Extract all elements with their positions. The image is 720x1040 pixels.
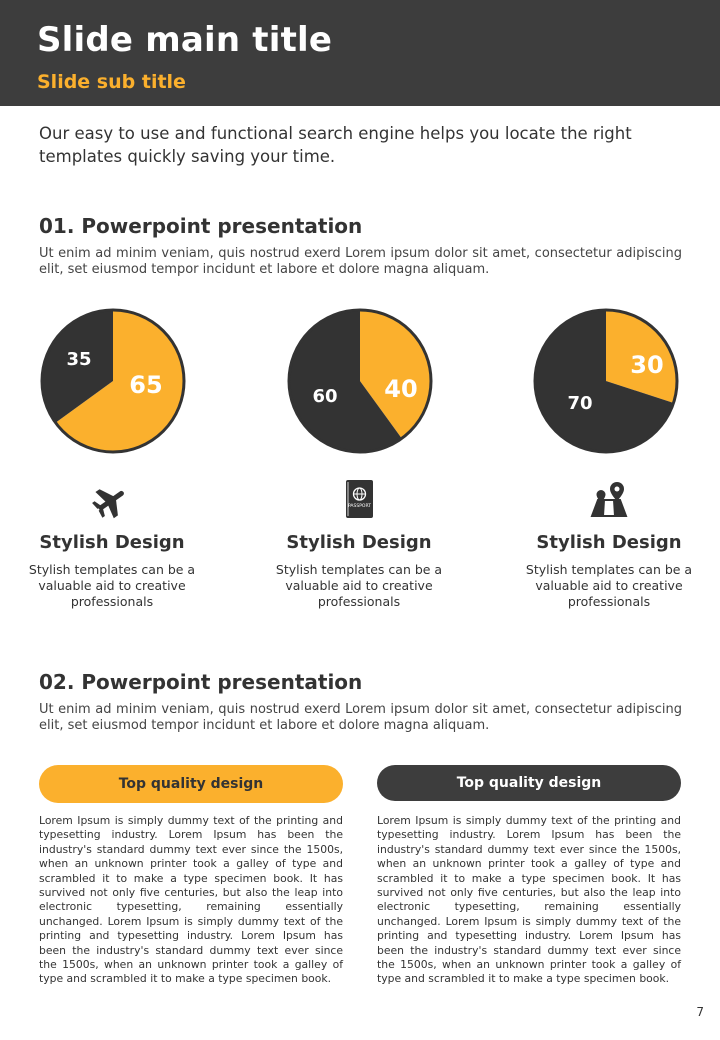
column-1-text: Lorem Ipsum is simply dummy text of the printing and typesetting industry. Lorem Ipsum has been the industry's standard dummy text ever since the 1500s, when an unknown printer took a galley of type and scrambled it to make a type specimen book. It has survived not only five centuries, but also the leap into electronic typesetting, remaining essentially unchanged. Lorem Ipsum is simply dummy text of the printing and typesetting industry. Lorem Ipsum has been the industry's standard dummy text ever since the 1500s, when an unknown printer took a galley of type and scrambled it to make a type specimen book.: [39, 814, 343, 986]
section-1-title: 01. Powerpoint presentation: [39, 214, 363, 238]
pie-3-label-accent: 30: [630, 351, 664, 379]
column-2-text: Lorem Ipsum is simply dummy text of the printing and typesetting industry. Lorem Ipsum has been the industry's standard dummy text ever since the 1500s, when an unknown printer took a galley of type and scrambled it to make a type specimen book. It has survived not only five centuries, but also the leap into electronic typesetting, remaining essentially unchanged. Lorem Ipsum is simply dummy text of the printing and typesetting industry. Lorem Ipsum has been the industry's standard dummy text ever since the 1500s, when an unknown printer took a galley of type and scrambled it to make a type specimen book.: [377, 814, 681, 986]
section-1-body: Ut enim ad minim veniam, quis nostrud exerd Lorem ipsum dolor sit amet, consectetur adipiscing elit, set eiusmod tempor incidunt et labore et dolore magna aliquam.: [39, 246, 682, 277]
pie-2-label-dark: 60: [312, 386, 338, 407]
pie-1-label-dark: 35: [66, 349, 92, 370]
slide-sub-title: Slide sub title: [37, 71, 186, 93]
feature-2-title: Stylish Design: [286, 532, 432, 553]
airplane-icon: [92, 480, 132, 520]
pie-3-label-dark: 70: [567, 393, 593, 414]
slide-main-title: Slide main title: [37, 20, 333, 60]
feature-3-desc: Stylish templates can be a valuable aid to creative professionals: [525, 562, 693, 609]
passport-icon: [339, 480, 379, 520]
section-2-body: Ut enim ad minim veniam, quis nostrud exerd Lorem ipsum dolor sit amet, consectetur adipiscing elit, set eiusmod tempor incidunt et labore et dolore magna aliquam.: [39, 702, 682, 733]
top-quality-design-button-1[interactable]: Top quality design: [39, 765, 343, 803]
page-number: 7: [696, 1005, 704, 1019]
top-quality-design-button-2[interactable]: Top quality design: [377, 765, 681, 801]
pie-chart-2: [285, 306, 435, 456]
section-2-title: 02. Powerpoint presentation: [39, 670, 363, 694]
feature-1-desc: Stylish templates can be a valuable aid to creative professionals: [28, 562, 196, 609]
pie-chart-3: [531, 306, 681, 456]
intro-text: Our easy to use and functional search engine helps you locate the right templates quickly saving your time.: [39, 124, 632, 166]
feature-2-desc: Stylish templates can be a valuable aid to creative professionals: [275, 562, 443, 609]
map-pin-icon: [589, 480, 629, 520]
header-bar: [0, 0, 720, 106]
passport-icon-text: PASSPORT: [347, 504, 372, 509]
feature-1-title: Stylish Design: [39, 532, 185, 553]
feature-3-title: Stylish Design: [536, 532, 682, 553]
pie-1-label-accent: 65: [129, 371, 163, 399]
pie-chart-1: [38, 306, 188, 456]
pie-2-label-accent: 40: [384, 375, 418, 403]
